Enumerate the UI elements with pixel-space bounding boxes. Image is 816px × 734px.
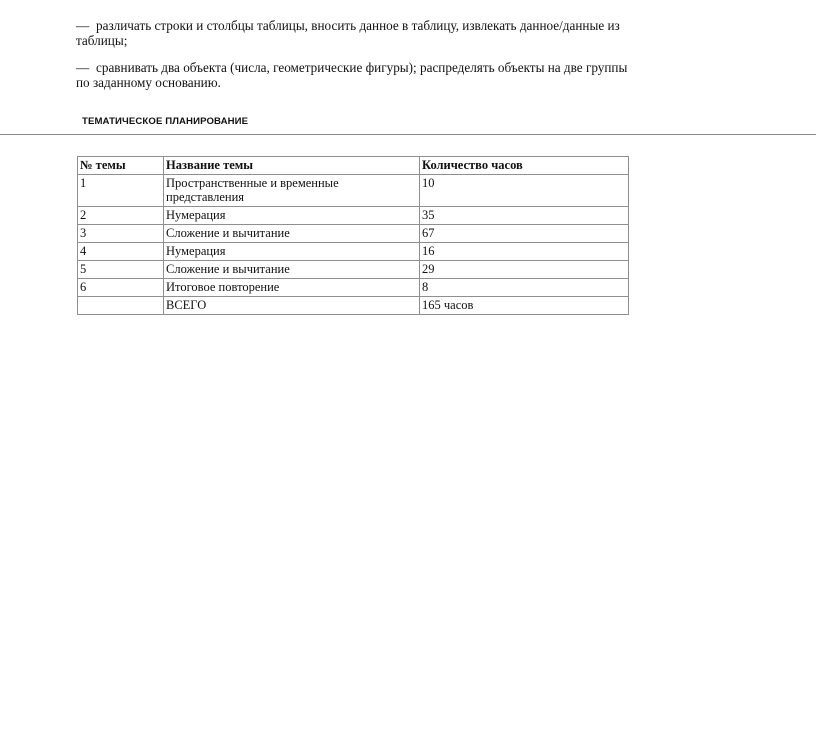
cell-number: 6 <box>78 279 164 297</box>
header-topic-name: Название темы <box>164 157 420 175</box>
table-row <box>78 225 629 243</box>
table-row <box>78 207 629 225</box>
dash-1: — <box>76 18 90 33</box>
dash-2: — <box>76 60 90 75</box>
section-title: ТЕМАТИЧЕСКОЕ ПЛАНИРОВАНИЕ <box>82 116 249 127</box>
cell-total-label: ВСЕГО <box>164 297 420 315</box>
paragraph-text-2: сравнивать два объекта (числа, геометрические фигуры); распределять объекты на две группы по заданному основанию. <box>76 60 628 90</box>
table-row <box>78 279 629 297</box>
thematic-plan-table <box>77 156 629 315</box>
cell-name: Пространственные и временные представления <box>164 175 420 207</box>
cell-hours: 10 <box>420 175 629 207</box>
cell-hours: 8 <box>420 279 629 297</box>
cell-name: Нумерация <box>164 207 420 225</box>
cell-number: 1 <box>78 175 164 207</box>
cell-hours: 16 <box>420 243 629 261</box>
cell-name: Итоговое повторение <box>164 279 420 297</box>
table-total-row <box>78 297 629 315</box>
header-hours: Количество часов <box>420 157 629 175</box>
cell-number: 5 <box>78 261 164 279</box>
cell-number: 4 <box>78 243 164 261</box>
cell-hours: 29 <box>420 261 629 279</box>
header-topic-number: № темы <box>78 157 164 175</box>
cell-total-hours: 165 часов <box>420 297 629 315</box>
cell-hours: 35 <box>420 207 629 225</box>
cell-name: Сложение и вычитание <box>164 261 420 279</box>
paragraph-text-1: различать строки и столбцы таблицы, вносить данное в таблицу, извлекать данное/данные из таблицы; <box>76 18 620 48</box>
table-row <box>78 243 629 261</box>
horizontal-rule <box>0 134 816 135</box>
cell-name: Нумерация <box>164 243 420 261</box>
paragraph-bullet-2 <box>76 60 636 90</box>
cell-number <box>78 297 164 315</box>
table-row <box>78 175 629 207</box>
cell-number: 3 <box>78 225 164 243</box>
cell-hours: 67 <box>420 225 629 243</box>
cell-name: Сложение и вычитание <box>164 225 420 243</box>
paragraph-bullet-1 <box>76 18 636 48</box>
table-header-row <box>78 157 629 175</box>
table-row <box>78 261 629 279</box>
cell-number: 2 <box>78 207 164 225</box>
